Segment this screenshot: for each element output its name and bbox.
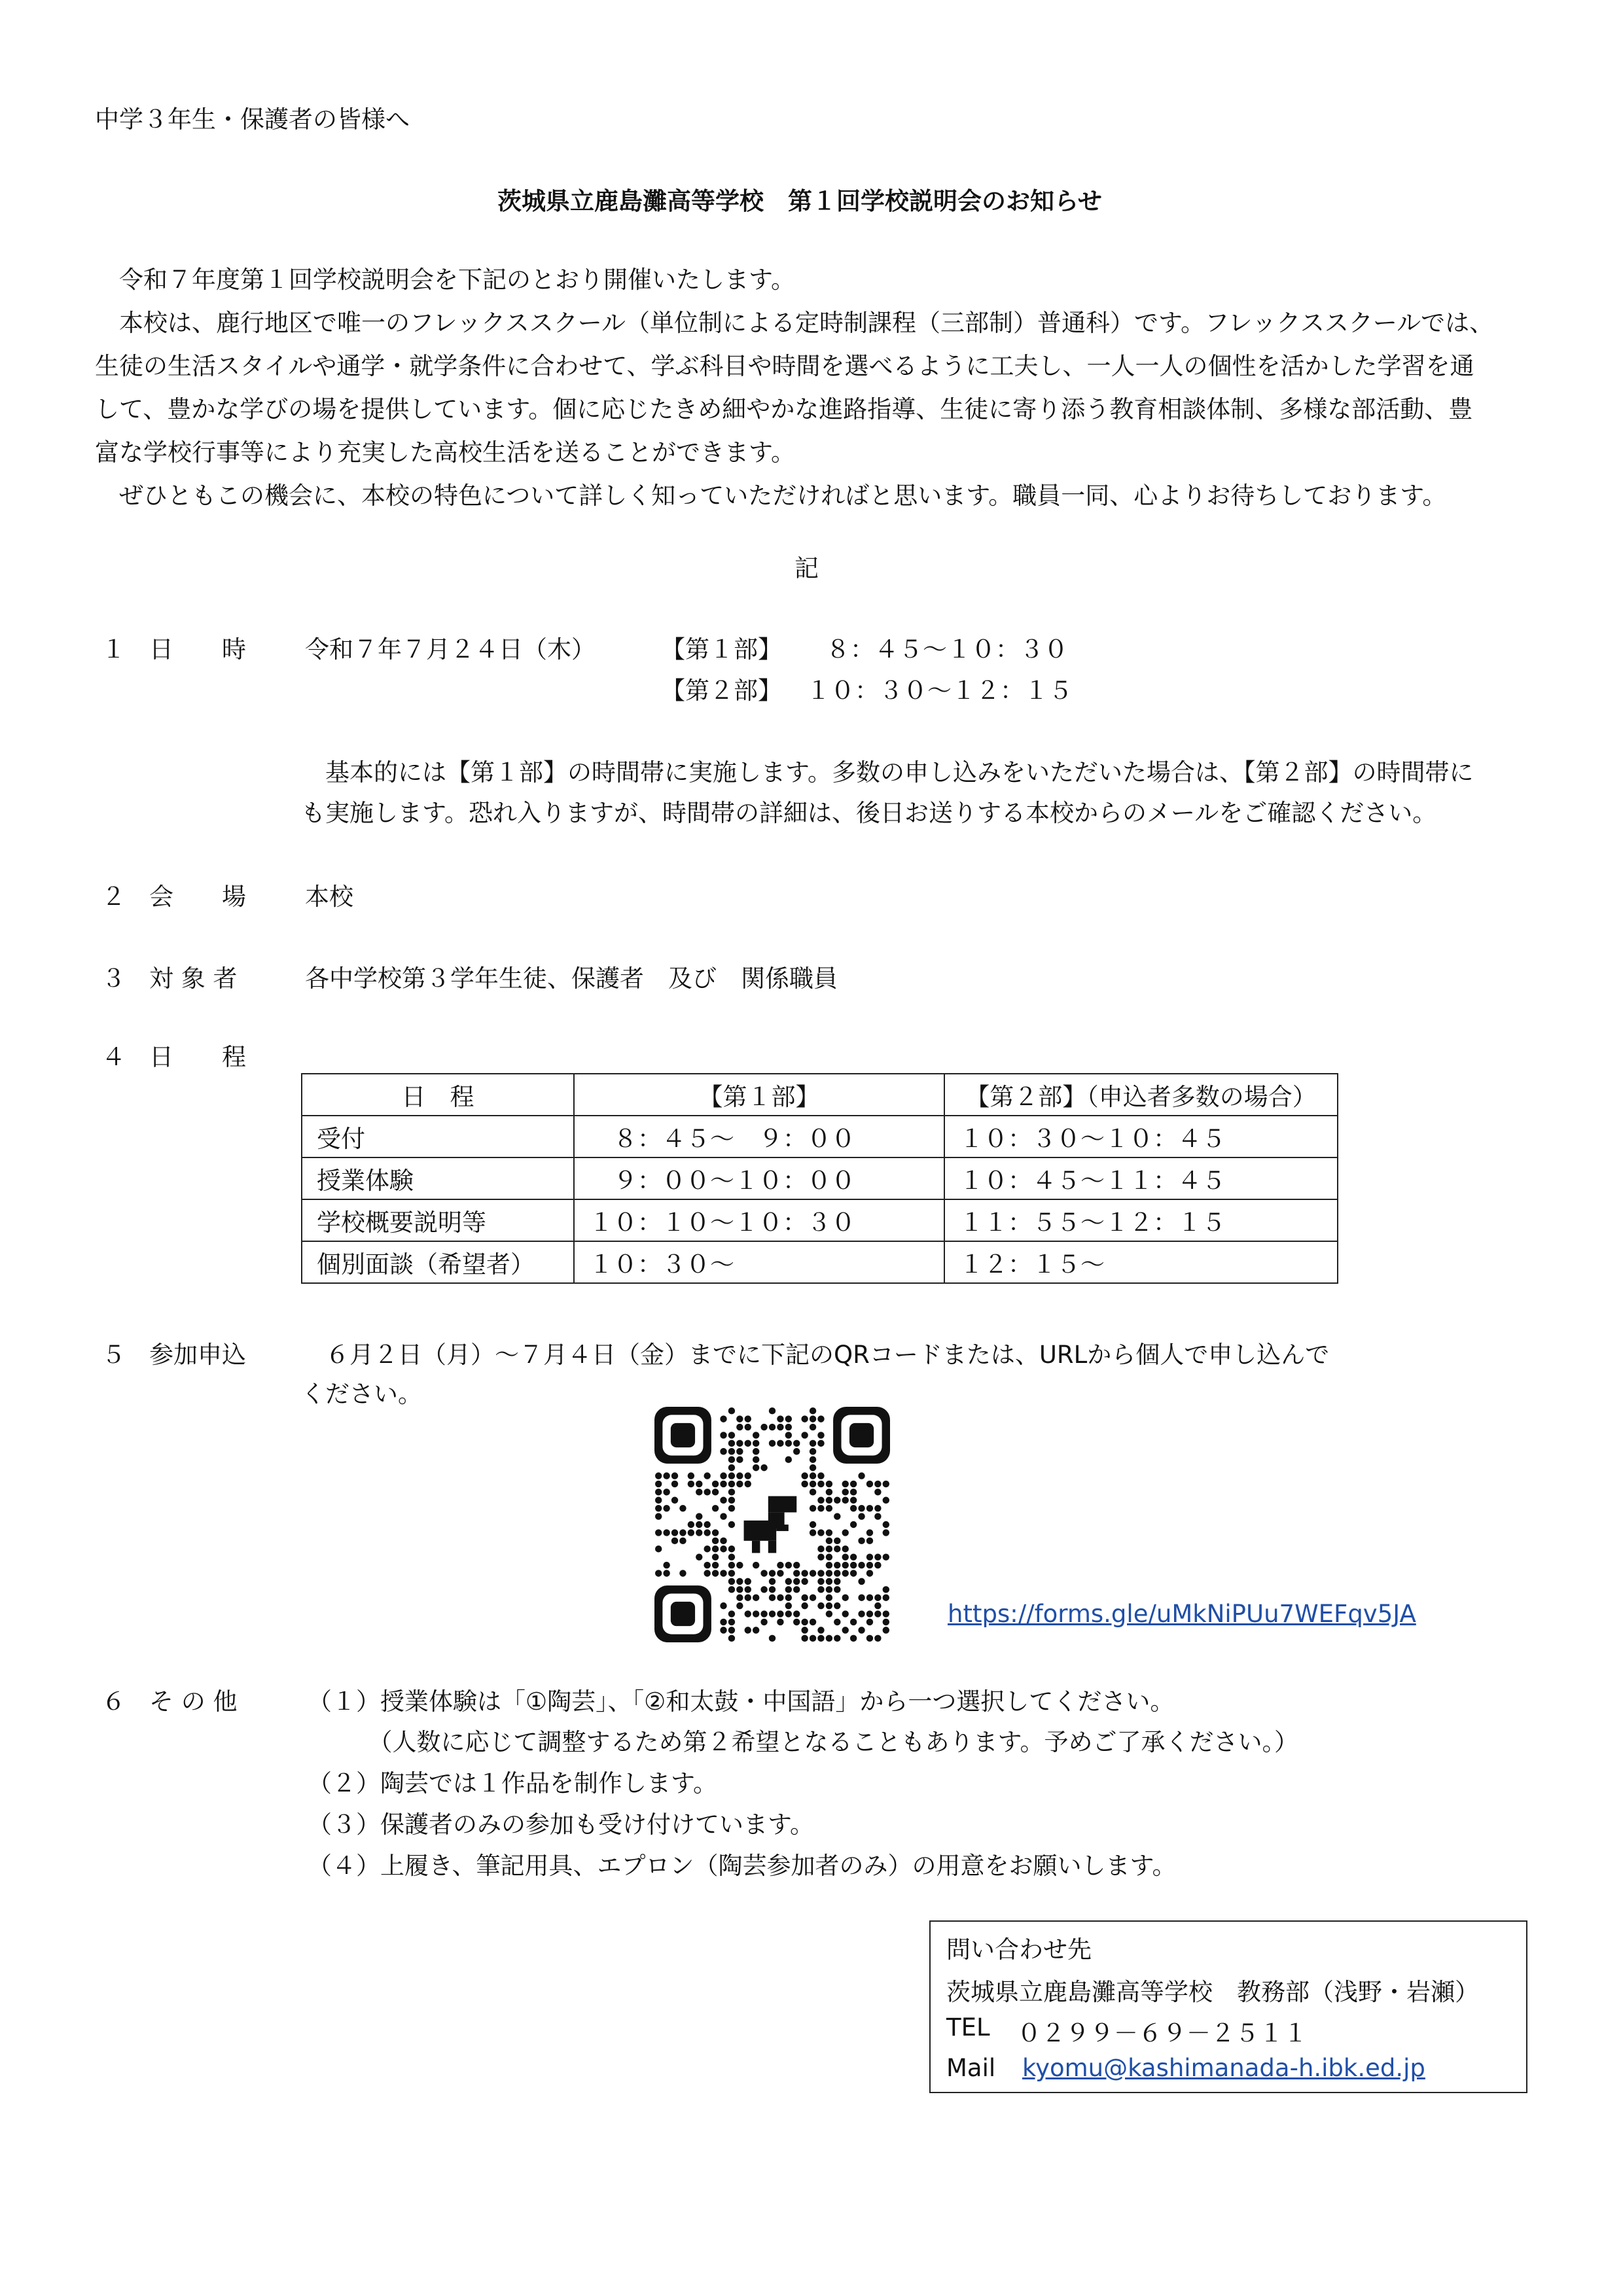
schedule-note: 基本的には【第１部】の時間帯に実施します。多数の申し込みをいただいた場合は、【第２部】の時間帯に — [301, 758, 1474, 786]
page-title: 茨城県立鹿島灘高等学校 第１回学校説明会のお知らせ — [497, 187, 1102, 215]
target-audience: 各中学校第３学年生徒、保護者 及び 関係職員 — [305, 964, 838, 993]
addressee: 中学３年生・保護者の皆様へ — [95, 105, 410, 133]
other-item: （１）授業体験は「①陶芸」、「②和太鼓・中国語」から一つ選択してください。 — [308, 1687, 1175, 1716]
ki-heading: 記 — [794, 554, 819, 582]
intro-line: 生徒の生活スタイルや通学・就学条件に合わせて、学ぶ科目や時間を選べるように工夫し、一人一人の個性を活かした学習を通 — [95, 352, 1474, 380]
table-cell: ８：４５～ ９：００ — [574, 1116, 944, 1157]
intro-line: 富な学校行事等により充実した高校生活を送ることができます。 — [95, 438, 796, 467]
table-header-cell: 【第１部】 — [574, 1074, 944, 1116]
table-header-cell: 日 程 — [302, 1074, 574, 1116]
schedule-table — [301, 1073, 1338, 1284]
intro-paragraph — [95, 258, 1535, 518]
contact-mail-link[interactable]: kyomu@kashimanada-h.ibk.ed.jp — [1022, 2054, 1425, 2082]
other-item: （人数に応じて調整するため第２希望となることもあります。予めご了承ください。） — [308, 1728, 1299, 1756]
section-3-number: ３ — [101, 964, 126, 993]
table-row — [302, 1116, 1338, 1157]
intro-line: して、豊かな学びの場を提供しています。個に応じたきめ細やかな進路指導、生徒に寄り添う教育相談体制、多様な部活動、豊 — [95, 395, 1473, 423]
section-5-number: ５ — [101, 1341, 126, 1369]
intro-line: 令和７年度第１回学校説明会を下記のとおり開催いたします。 — [95, 266, 796, 294]
part2-label: 【第２部】 — [661, 677, 782, 705]
part1-time: ８：４５～１０：３０ — [826, 635, 1068, 663]
table-cell: ９：００～１０：００ — [574, 1157, 944, 1199]
part2-time: １０：３０～１２：１５ — [806, 677, 1073, 705]
section-4-number: ４ — [101, 1043, 126, 1071]
section-5-label: 参加申込 — [149, 1341, 246, 1369]
section-6-number: ６ — [101, 1687, 126, 1716]
table-cell: １２：１５～ — [944, 1241, 1338, 1283]
application-url-link[interactable]: https://forms.gle/uMkNiPUu7WEFqv5JA — [948, 1600, 1416, 1628]
table-row — [302, 1157, 1338, 1199]
table-cell: 学校概要説明等 — [302, 1199, 574, 1241]
table-cell: １０：３０～１０：４５ — [944, 1116, 1338, 1157]
table-cell: 授業体験 — [302, 1157, 574, 1199]
contact-tel: ０２９９－６９－２５１１ — [1017, 2019, 1308, 2047]
table-header-row — [302, 1074, 1338, 1116]
table-row — [302, 1241, 1338, 1283]
section-1-label: 日 時 — [149, 635, 246, 663]
contact-mail-label: Mail — [946, 2054, 996, 2082]
table-cell: １０：４５～１１：４５ — [944, 1157, 1338, 1199]
section-6-label: そ の 他 — [149, 1687, 238, 1716]
table-cell: １０：１０～１０：３０ — [574, 1199, 944, 1241]
qr-code-icon[interactable] — [654, 1407, 890, 1642]
table-row — [302, 1199, 1338, 1241]
other-item: （２）陶芸では１作品を制作します。 — [308, 1769, 718, 1797]
section-2-label: 会 場 — [149, 883, 246, 911]
contact-box — [929, 1920, 1527, 2093]
section-4-label: 日 程 — [149, 1043, 246, 1071]
other-item: （４）上履き、筆記用具、エプロン（陶芸参加者のみ）の用意をお願いします。 — [308, 1852, 1177, 1880]
section-1-number: １ — [101, 635, 126, 663]
application-text: ください。 — [301, 1380, 422, 1408]
schedule-note: も実施します。恐れ入りますが、時間帯の詳細は、後日お送りする本校からのメールをご確認ください。 — [301, 799, 1437, 827]
table-cell: 受付 — [302, 1116, 574, 1157]
venue: 本校 — [305, 883, 353, 911]
section-3-label: 対 象 者 — [149, 964, 238, 993]
contact-heading: 問い合わせ先 — [946, 1935, 1092, 1964]
section-2-number: ２ — [101, 883, 126, 911]
table-header-cell: 【第２部】（申込者多数の場合） — [944, 1074, 1338, 1116]
part1-label: 【第１部】 — [661, 635, 782, 663]
contact-org: 茨城県立鹿島灘高等学校 教務部（浅野・岩瀬） — [946, 1978, 1479, 2006]
intro-line: ぜひともこの機会に、本校の特色について詳しく知っていただければと思います。職員一同、心よりお待ちしております。 — [95, 482, 1447, 510]
intro-line: 本校は、鹿行地区で唯一のフレックススクール（単位制による定時制課程（三部制）普通科）です。フレックススクールでは、 — [95, 309, 1494, 337]
table-cell: 個別面談（希望者） — [302, 1241, 574, 1283]
application-text: ６月２日（月）～７月４日（金）までに下記のQRコードまたは、URLから個人で申し込んで — [301, 1341, 1330, 1369]
contact-tel-label: TEL — [946, 2013, 990, 2041]
table-cell: １０：３０～ — [574, 1241, 944, 1283]
event-date: 令和７年７月２４日（木） — [305, 635, 596, 663]
other-item: （３）保護者のみの参加も受け付けています。 — [308, 1810, 815, 1839]
table-cell: １１：５５～１２：１５ — [944, 1199, 1338, 1241]
